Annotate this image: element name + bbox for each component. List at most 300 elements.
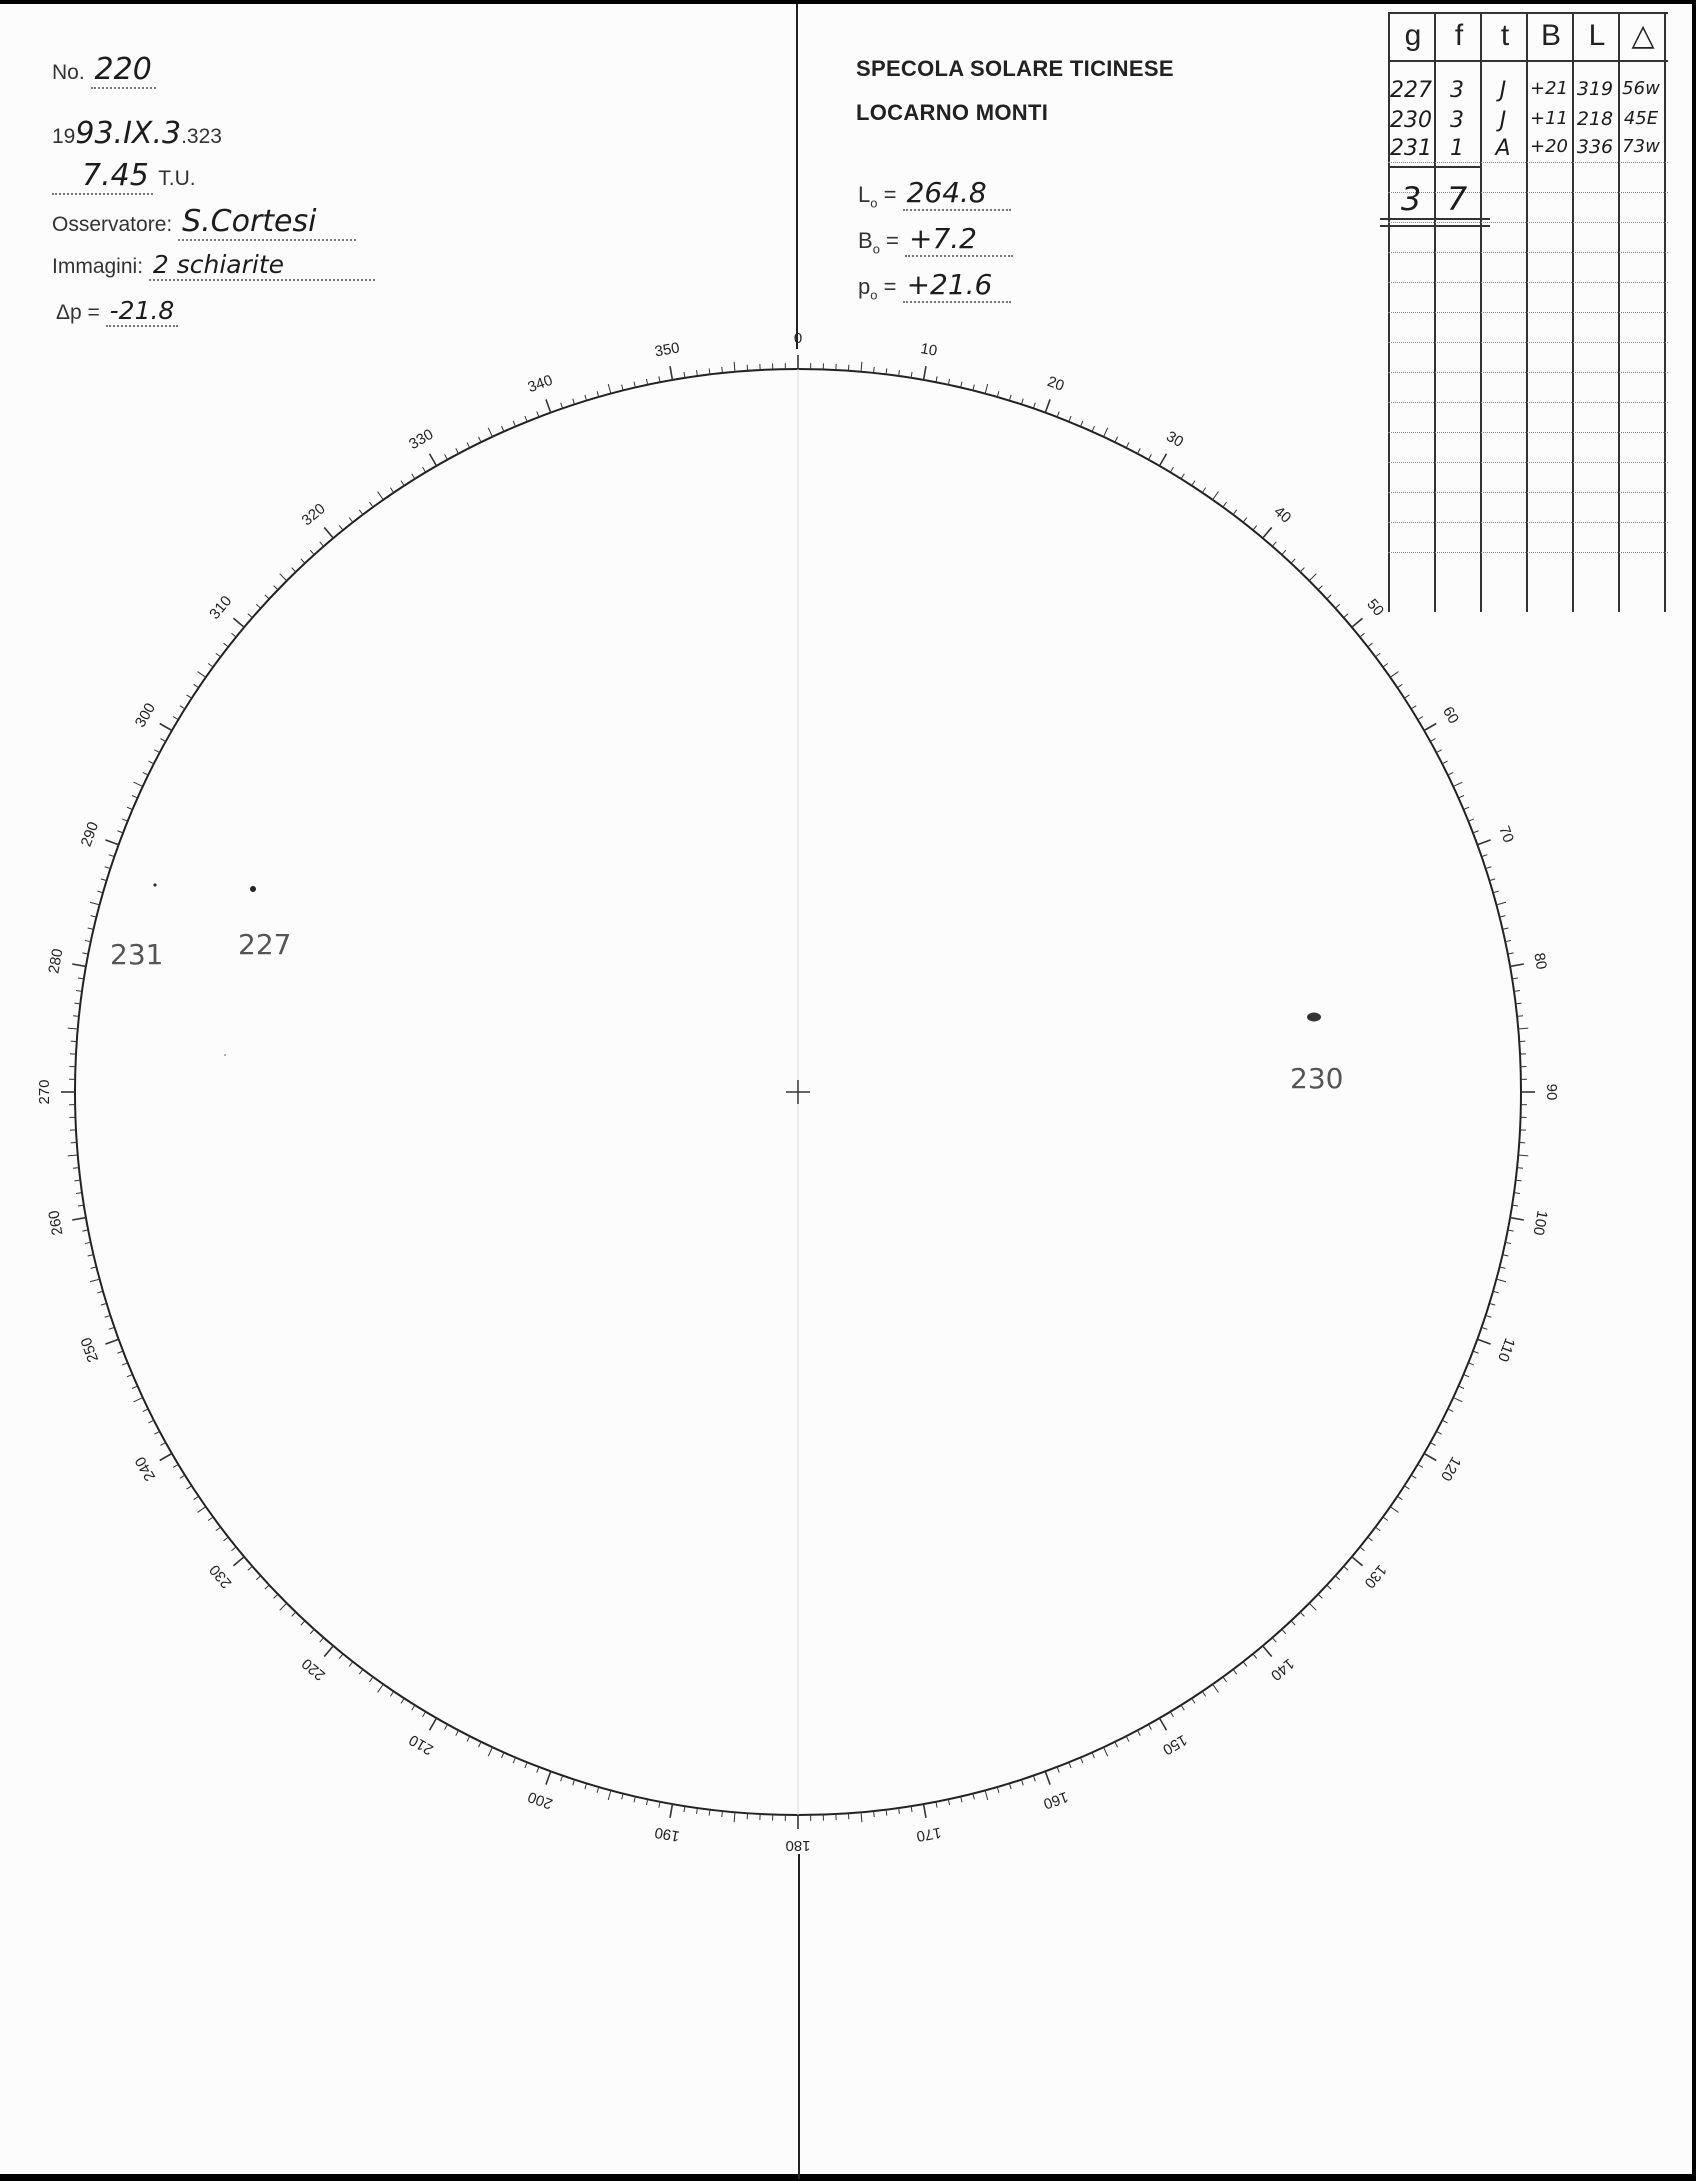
angle-label: 230 [206, 1561, 236, 1592]
table-cell: 45E [1623, 108, 1659, 129]
degree-tick [187, 695, 192, 698]
degree-tick [670, 1804, 672, 1818]
degree-tick [684, 1806, 685, 1812]
param-p0-value: +21.6 [903, 268, 1011, 303]
degree-tick [1291, 1621, 1295, 1625]
degree-tick [525, 1762, 527, 1768]
angle-label: 170 [915, 1823, 943, 1845]
degree-tick [216, 1527, 221, 1531]
degree-tick [1080, 421, 1082, 427]
degree-tick [1477, 1339, 1490, 1344]
degree-tick [1482, 855, 1488, 857]
degree-tick [160, 724, 172, 731]
degree-tick [1375, 1527, 1380, 1531]
table-header-L: L [1572, 12, 1620, 60]
degree-tick [1518, 1028, 1528, 1029]
param-L0-label: L [858, 182, 871, 207]
degree-tick [68, 1155, 78, 1156]
solar-disk-chart [0, 4, 1692, 2174]
degree-tick [1253, 525, 1257, 530]
degree-tick [248, 1566, 253, 1570]
degree-tick [1383, 1517, 1388, 1521]
degree-tick [430, 454, 437, 466]
angle-label: 190 [653, 1823, 681, 1845]
degree-tick [734, 362, 735, 372]
angle-label: 150 [1159, 1730, 1190, 1759]
table-cell: 3 [1450, 78, 1464, 103]
table-cell: J [1499, 108, 1507, 133]
degree-tick [1282, 1629, 1286, 1633]
degree-tick [301, 559, 305, 563]
table-header-t: t [1480, 12, 1528, 60]
degree-tick [180, 706, 185, 709]
degree-tick [256, 604, 260, 608]
angle-label: 280 [45, 947, 67, 975]
degree-tick [1243, 1662, 1247, 1667]
degree-tick [1104, 428, 1108, 437]
degree-tick [1344, 1566, 1349, 1570]
degree-tick [1327, 595, 1331, 599]
degree-tick [143, 772, 148, 775]
degree-tick [310, 550, 314, 554]
degree-tick [985, 384, 988, 394]
angle-label: 110 [1494, 1335, 1519, 1364]
degree-tick [1080, 1758, 1082, 1764]
institution-line-1: SPECOLA SOLARE TICINESE [856, 56, 1174, 81]
degree-tick [105, 1315, 111, 1317]
degree-tick [72, 1218, 86, 1220]
degree-tick [1192, 481, 1195, 486]
degree-tick [1327, 1585, 1331, 1589]
degree-tick [1057, 411, 1059, 417]
degree-tick [1436, 1431, 1441, 1434]
degree-tick [173, 717, 178, 720]
degree-tick [1517, 1016, 1523, 1017]
degree-tick [198, 1507, 206, 1513]
degree-tick [659, 376, 660, 382]
degree-tick [154, 1431, 159, 1434]
degree-tick [160, 739, 165, 742]
degree-tick [478, 1742, 481, 1747]
degree-tick [97, 891, 103, 893]
images-value: 2 schiarite [149, 250, 375, 281]
degree-tick [1464, 807, 1470, 809]
degree-tick [1468, 1363, 1474, 1365]
degree-tick [127, 807, 133, 809]
degree-tick [292, 1612, 296, 1616]
degree-tick [634, 382, 635, 388]
degree-tick [501, 426, 503, 431]
degree-tick [478, 437, 481, 442]
degree-tick [359, 510, 363, 515]
degree-tick [73, 1016, 79, 1017]
faint-mark [224, 1054, 226, 1056]
degree-tick [961, 382, 962, 388]
degree-tick [1482, 1327, 1488, 1329]
observer-label: Osservatore: [52, 213, 173, 236]
degree-tick [1397, 1496, 1402, 1499]
degree-tick [292, 568, 296, 572]
degree-tick [1291, 559, 1295, 563]
degree-tick [320, 542, 324, 547]
degree-tick [320, 1638, 324, 1643]
table-cell: 218 [1576, 108, 1614, 130]
degree-tick [280, 574, 287, 581]
degree-tick [1390, 1507, 1398, 1513]
observation-sheet [0, 4, 1692, 2174]
table-cell: 56w [1622, 78, 1660, 99]
degree-tick [90, 1279, 100, 1282]
degree-tick [1243, 518, 1247, 523]
degree-tick [1411, 1475, 1416, 1478]
degree-tick [208, 1517, 213, 1521]
degree-tick [256, 1576, 260, 1580]
angle-label: 320 [298, 500, 329, 530]
degree-tick [646, 379, 647, 385]
degree-tick [537, 1767, 539, 1773]
degree-tick [1021, 399, 1023, 405]
degree-tick [1368, 1537, 1373, 1541]
angle-label: 310 [206, 592, 236, 623]
param-p0: $p_o = +21.6$ [858, 268, 1013, 314]
degree-tick [445, 1724, 448, 1729]
degree-tick [91, 916, 97, 917]
degree-tick [216, 653, 221, 657]
degree-tick [1418, 717, 1423, 720]
degree-tick [585, 395, 587, 401]
degree-tick [430, 1718, 437, 1730]
degree-tick [274, 586, 278, 590]
degree-tick [1397, 684, 1402, 687]
degree-tick [561, 403, 563, 409]
degree-tick [1309, 574, 1316, 581]
param-L0-sub: o [870, 195, 878, 211]
degree-tick [1300, 568, 1304, 572]
degree-tick [231, 633, 236, 637]
degree-tick [1192, 1698, 1195, 1703]
degree-tick [401, 1698, 404, 1703]
angle-label: 200 [525, 1787, 555, 1813]
angle-label: 330 [406, 425, 437, 454]
degree-tick [1137, 448, 1140, 453]
degree-tick [973, 385, 974, 391]
degree-tick [78, 978, 84, 979]
degree-tick [101, 879, 107, 881]
degree-tick [134, 1398, 143, 1402]
degree-tick [1360, 633, 1365, 637]
degree-tick [68, 1028, 78, 1029]
degree-tick [1468, 819, 1474, 821]
total-spots: 7 [1446, 180, 1468, 218]
degree-tick [78, 1205, 84, 1206]
degree-tick [973, 1794, 974, 1800]
degree-tick [265, 1585, 269, 1589]
degree-tick [525, 416, 527, 422]
degree-tick [1453, 1398, 1462, 1402]
degree-tick [659, 1802, 660, 1808]
degree-tick [597, 1787, 599, 1793]
degree-tick [1223, 1677, 1227, 1682]
param-B0: $B_o = +7.2$ [858, 222, 1013, 268]
table-cell: +21 [1530, 78, 1568, 99]
degree-tick [1489, 879, 1495, 881]
angle-label: 50 [1363, 595, 1388, 620]
degree-tick [456, 448, 459, 453]
degree-tick [1500, 916, 1506, 917]
spot-231 [153, 883, 156, 886]
angle-label: 180 [785, 1837, 811, 1855]
degree-tick [390, 488, 393, 493]
record-number-value: 220 [91, 52, 156, 89]
degree-tick [1473, 1351, 1479, 1353]
degree-tick [1181, 1705, 1184, 1710]
degree-tick [1045, 399, 1050, 412]
degree-tick [324, 1646, 333, 1657]
degree-tick [117, 831, 123, 833]
angle-label: 70 [1495, 823, 1517, 846]
degree-tick [1213, 492, 1219, 500]
degree-tick [467, 1736, 470, 1741]
degree-tick [1368, 643, 1373, 647]
degree-tick [924, 366, 926, 380]
degree-tick [537, 411, 539, 417]
degree-tick [1512, 978, 1518, 979]
degree-tick [488, 1747, 492, 1756]
degree-tick [1430, 1443, 1435, 1446]
degree-tick [488, 428, 492, 437]
degree-tick [546, 399, 551, 412]
degree-tick [248, 614, 253, 618]
table-cell: 3 [1450, 108, 1464, 133]
angle-label: 300 [131, 700, 160, 731]
angle-label: 240 [131, 1453, 160, 1484]
degree-tick [339, 1654, 343, 1659]
degree-tick [180, 1475, 185, 1478]
degree-tick [187, 1486, 192, 1489]
degree-tick [85, 940, 91, 941]
degree-tick [91, 1267, 97, 1268]
degree-tick [1213, 1684, 1219, 1692]
angle-label: 350 [653, 339, 681, 361]
table-cell: +11 [1530, 108, 1568, 129]
degree-tick [359, 1669, 363, 1674]
degree-tick [573, 1780, 575, 1786]
degree-tick [280, 1603, 287, 1610]
degree-tick [622, 385, 623, 391]
table-cell: 73w [1622, 136, 1660, 157]
table-cell: J [1499, 78, 1507, 103]
table-cell: 230 [1390, 108, 1432, 133]
degree-tick [1510, 1218, 1524, 1220]
degree-tick [936, 376, 937, 382]
degree-tick [1104, 1747, 1108, 1756]
record-number-label: No. [52, 61, 85, 84]
degree-tick [1436, 750, 1441, 753]
degree-tick [1360, 1547, 1365, 1551]
degree-tick [1069, 1762, 1071, 1768]
degree-tick [997, 391, 999, 397]
degree-tick [72, 964, 86, 966]
degree-tick [1424, 724, 1436, 731]
degree-tick [324, 527, 333, 538]
table-cell: +20 [1530, 136, 1568, 157]
degree-tick [1448, 1409, 1453, 1412]
degree-tick [948, 379, 949, 385]
degree-tick [132, 795, 137, 797]
angle-label: 100 [1529, 1209, 1551, 1237]
angle-label: 20 [1044, 373, 1067, 395]
degree-tick [1496, 1279, 1506, 1282]
spot-label-231: 231 [110, 938, 164, 971]
degree-tick [122, 1363, 128, 1365]
degree-tick [1160, 454, 1167, 466]
date-value: 93.IX.3 [75, 116, 182, 151]
degree-tick [1115, 437, 1118, 442]
degree-tick [1512, 1205, 1518, 1206]
observer-value: S.Cortesi [178, 204, 356, 241]
degree-tick [874, 367, 875, 373]
degree-tick [148, 1420, 153, 1423]
degree-tick [1500, 1267, 1506, 1268]
degree-tick [1335, 604, 1339, 608]
degree-tick [1021, 1780, 1023, 1786]
degree-tick [1442, 761, 1447, 764]
angle-label: 60 [1439, 703, 1463, 727]
degree-tick [1092, 1752, 1094, 1757]
spot-label-227: 227 [238, 928, 292, 961]
degree-tick [936, 1802, 937, 1808]
degree-tick [1115, 1742, 1118, 1747]
param-L0: $L_o = 264.8$ [858, 176, 1013, 222]
degree-tick [274, 1594, 278, 1598]
degree-tick [622, 1794, 623, 1800]
degree-tick [127, 1374, 133, 1376]
degree-tick [97, 1291, 103, 1293]
degree-tick [349, 518, 353, 523]
degree-tick [546, 1771, 551, 1784]
degree-tick [233, 1557, 244, 1566]
degree-tick [1453, 782, 1462, 786]
degree-tick [105, 1339, 118, 1344]
degree-tick [1181, 474, 1184, 479]
degree-tick [1009, 1783, 1011, 1789]
degree-tick [109, 1327, 115, 1329]
degree-tick [349, 1662, 353, 1667]
degree-tick [734, 1812, 735, 1822]
degree-tick [1458, 1386, 1463, 1388]
degree-tick [1390, 672, 1398, 678]
degree-tick [134, 782, 143, 786]
degree-tick [1092, 426, 1094, 431]
degree-tick [1033, 403, 1035, 409]
total-groups: 3 [1400, 180, 1422, 218]
time-unit: T.U. [158, 167, 196, 190]
delta-p-label: Δp = [56, 301, 100, 324]
degree-tick [646, 1799, 647, 1805]
degree-tick [1404, 695, 1409, 698]
degree-tick [423, 467, 426, 472]
degree-tick [1486, 867, 1492, 869]
degree-tick [198, 672, 206, 678]
degree-tick [148, 761, 153, 764]
degree-tick [194, 684, 199, 687]
table-cell: 336 [1576, 136, 1614, 158]
angle-label: 340 [525, 371, 555, 397]
degree-tick [1508, 1230, 1514, 1231]
degree-tick [122, 819, 128, 821]
degree-tick [997, 1787, 999, 1793]
degree-tick [82, 1230, 88, 1231]
degree-tick [1170, 467, 1173, 472]
degree-tick [573, 399, 575, 405]
table-cell: A [1495, 136, 1511, 161]
param-B0-value: +7.2 [905, 222, 1013, 257]
degree-tick [1033, 1776, 1035, 1782]
degree-tick [924, 1804, 926, 1818]
degree-tick [1318, 586, 1322, 590]
degree-tick [160, 1454, 172, 1461]
degree-tick [1263, 1646, 1272, 1657]
degree-tick [634, 1796, 635, 1802]
degree-tick [874, 1811, 875, 1817]
table-header-g: g [1388, 12, 1436, 60]
angle-label: 30 [1163, 427, 1187, 451]
degree-tick [561, 1776, 563, 1782]
degree-tick [456, 1730, 459, 1735]
degree-tick [1202, 488, 1205, 493]
angle-label: 120 [1436, 1453, 1465, 1484]
degree-tick [224, 1537, 229, 1541]
angle-label: 40 [1270, 502, 1295, 527]
degree-tick [117, 1351, 123, 1353]
degree-tick [194, 1496, 199, 1499]
degree-tick [1170, 1712, 1173, 1717]
degree-tick [1375, 653, 1380, 657]
degree-tick [143, 1409, 148, 1412]
degree-tick [1418, 1464, 1423, 1467]
degree-tick [1493, 891, 1499, 893]
degree-tick [1233, 510, 1237, 515]
images-label: Immagini: [52, 255, 144, 278]
table-header-f: f [1434, 12, 1482, 60]
degree-tick [467, 442, 470, 447]
degree-tick [160, 1443, 165, 1446]
degree-tick [1263, 527, 1272, 538]
degree-tick [1424, 1454, 1436, 1461]
degree-tick [378, 1684, 384, 1692]
table-cell: 319 [1576, 78, 1614, 100]
institution-line-2: LOCARNO MONTI [856, 100, 1049, 125]
degree-tick [1223, 502, 1227, 507]
table-cell: 1 [1450, 136, 1464, 161]
degree-tick [231, 1547, 236, 1551]
degree-tick [88, 1255, 94, 1256]
degree-tick [82, 953, 88, 954]
degree-tick [1352, 1557, 1363, 1566]
degree-tick [412, 474, 415, 479]
degree-tick [233, 618, 244, 627]
degree-tick [1335, 1576, 1339, 1580]
degree-tick [1282, 550, 1286, 554]
degree-tick [378, 492, 384, 500]
degree-tick [961, 1796, 962, 1802]
degree-tick [722, 1811, 723, 1817]
degree-tick [1464, 1374, 1470, 1376]
degree-tick [1137, 1730, 1140, 1735]
degree-tick [1489, 1303, 1495, 1305]
angle-label: 250 [77, 1335, 103, 1365]
degree-tick [684, 372, 685, 378]
